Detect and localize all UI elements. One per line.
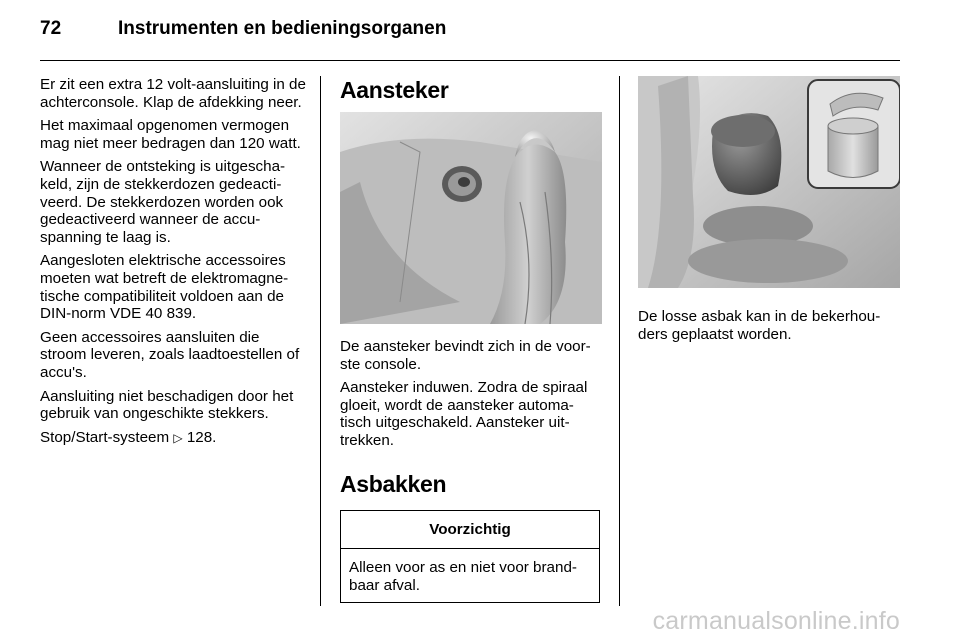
image-caption: De losse asbak kan in de bekerhou- ders geplaatst worden.	[638, 308, 881, 343]
cross-reference	[40, 429, 306, 448]
paragraph: Aangesloten elektrische accessoires moeten wat betreft de elektromagne- tische compatibiliteit voldoen aan de DIN-norm VDE 40 839.	[40, 252, 289, 323]
reference-arrow-icon: ▷	[173, 430, 183, 445]
column-right	[638, 76, 904, 349]
paragraph: De aansteker bevindt zich in de voor- ste console.	[340, 338, 591, 373]
column-divider-2	[619, 76, 620, 606]
reference-page: 128.	[186, 428, 217, 446]
paragraph: Het maximaal opgenomen vermogen mag niet meer bedragen dan 120 watt.	[40, 117, 301, 152]
section-heading-aansteker: Aansteker	[340, 77, 449, 103]
caution-box	[340, 510, 600, 604]
column-left	[40, 76, 306, 453]
paragraph: Geen accessoires aansluiten die stroom leveren, zoals laadtoestellen of accu's.	[40, 328, 300, 381]
page-header	[40, 18, 920, 58]
column-divider-1	[320, 76, 321, 606]
caution-text: Alleen voor as en niet voor brand- baar afval.	[349, 559, 577, 594]
caution-title: Voorzichtig	[341, 511, 599, 550]
watermark: carmanualsonline.info	[652, 607, 900, 635]
header-divider	[40, 60, 900, 61]
cigarette-lighter-illustration	[340, 112, 602, 324]
paragraph: Er zit een extra 12 volt-aansluiting in de achterconsole. Klap de afdekking neer.	[40, 76, 306, 111]
paragraph: Aansteker induwen. Zodra de spiraal gloeit, wordt de aansteker automa- tisch uitgeschakeld. Aansteker uit- trekken.	[340, 379, 588, 449]
page-number: 72	[40, 18, 62, 39]
paragraph: Aansluiting niet beschadigen door het gebruik van ongeschikte stekkers.	[40, 387, 294, 423]
reference-text: Stop/Start-systeem	[40, 428, 170, 446]
paragraph: Wanneer de ontsteking is uitgescha- keld, zijn de stekkerdozen gedeacti- veerd. De stekkerdozen worden ook gedeactiveerd wanneer de accu- spanning te laag is.	[40, 158, 286, 246]
column-middle	[340, 76, 602, 603]
section-heading-asbakken: Asbakken	[340, 470, 447, 497]
page-title: Instrumenten en bedieningsorganen	[118, 18, 447, 39]
ashtray-illustration	[638, 76, 900, 288]
